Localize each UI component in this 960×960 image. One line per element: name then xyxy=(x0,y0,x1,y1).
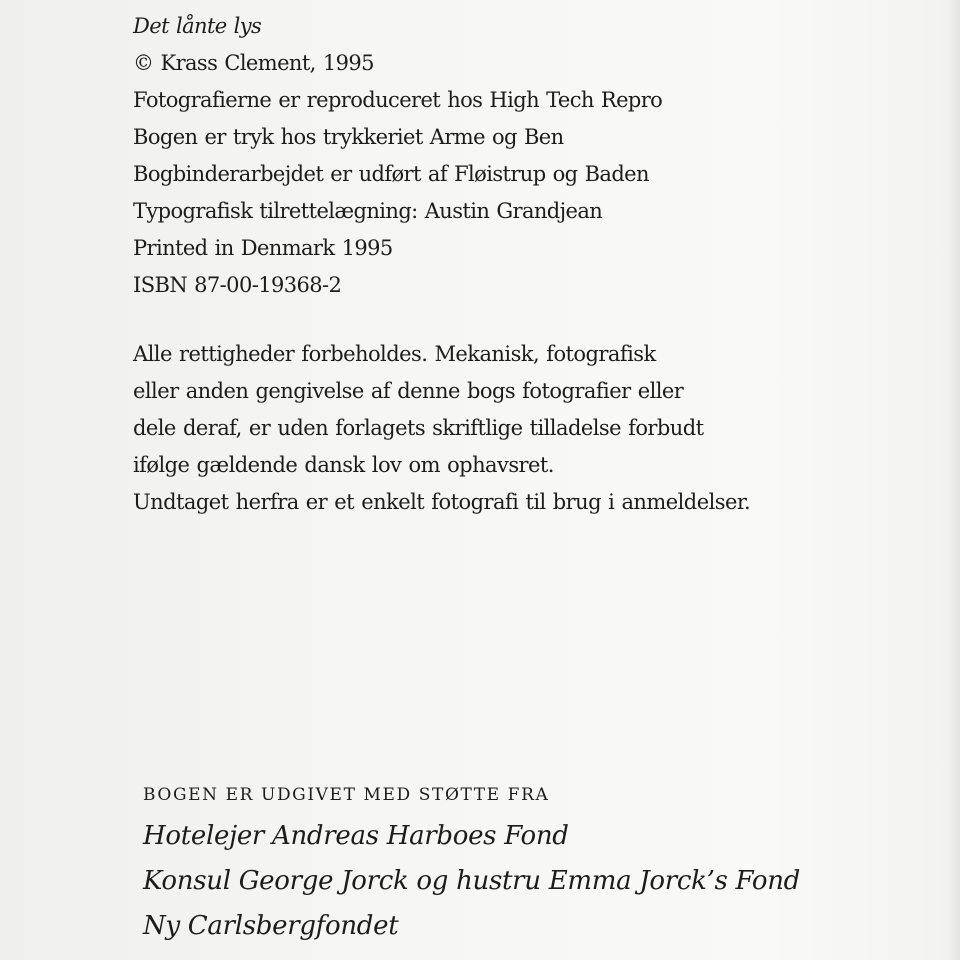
copyright-line: © Krass Clement, 1995 xyxy=(133,51,374,75)
rights-notice xyxy=(133,336,933,521)
colophon-block xyxy=(133,8,933,304)
binder-credit: Bogbinderarbejdet er udført af Fløistrup og Baden xyxy=(133,162,649,186)
book-title: Det lånte lys xyxy=(133,14,262,38)
reproduction-credit: Fotografierne er reproduceret hos High Tech Repro xyxy=(133,88,663,112)
fund-name: Hotelejer Andreas Harboes Fond xyxy=(143,821,569,851)
rights-line: Alle rettigheder forbeholdes. Mekanisk, fotografisk xyxy=(133,342,656,366)
support-heading: BOGEN ER UDGIVET MED STØTTE FRA xyxy=(143,785,550,805)
rights-line: Undtaget herfra er et enkelt fotografi til brug i anmeldelser. xyxy=(133,490,751,514)
rights-line: eller anden gengivelse af denne bogs fotografier eller xyxy=(133,379,684,403)
fund-name: Ny Carlsbergfondet xyxy=(143,911,399,941)
page-edge-shadow xyxy=(946,0,960,960)
printed-in-line: Printed in Denmark 1995 xyxy=(133,236,393,260)
rights-line: dele deraf, er uden forlagets skriftlige tilladelse forbudt xyxy=(133,416,704,440)
typography-credit: Typografisk tilrettelægning: Austin Grandjean xyxy=(133,199,603,223)
fund-name: Konsul George Jorck og hustru Emma Jorck’s Fond xyxy=(143,866,801,896)
support-block xyxy=(143,776,943,949)
rights-line: ifølge gældende dansk lov om ophavsret. xyxy=(133,453,554,477)
isbn-line: ISBN 87-00-19368-2 xyxy=(133,273,342,297)
printer-credit: Bogen er tryk hos trykkeriet Arme og Ben xyxy=(133,125,564,149)
